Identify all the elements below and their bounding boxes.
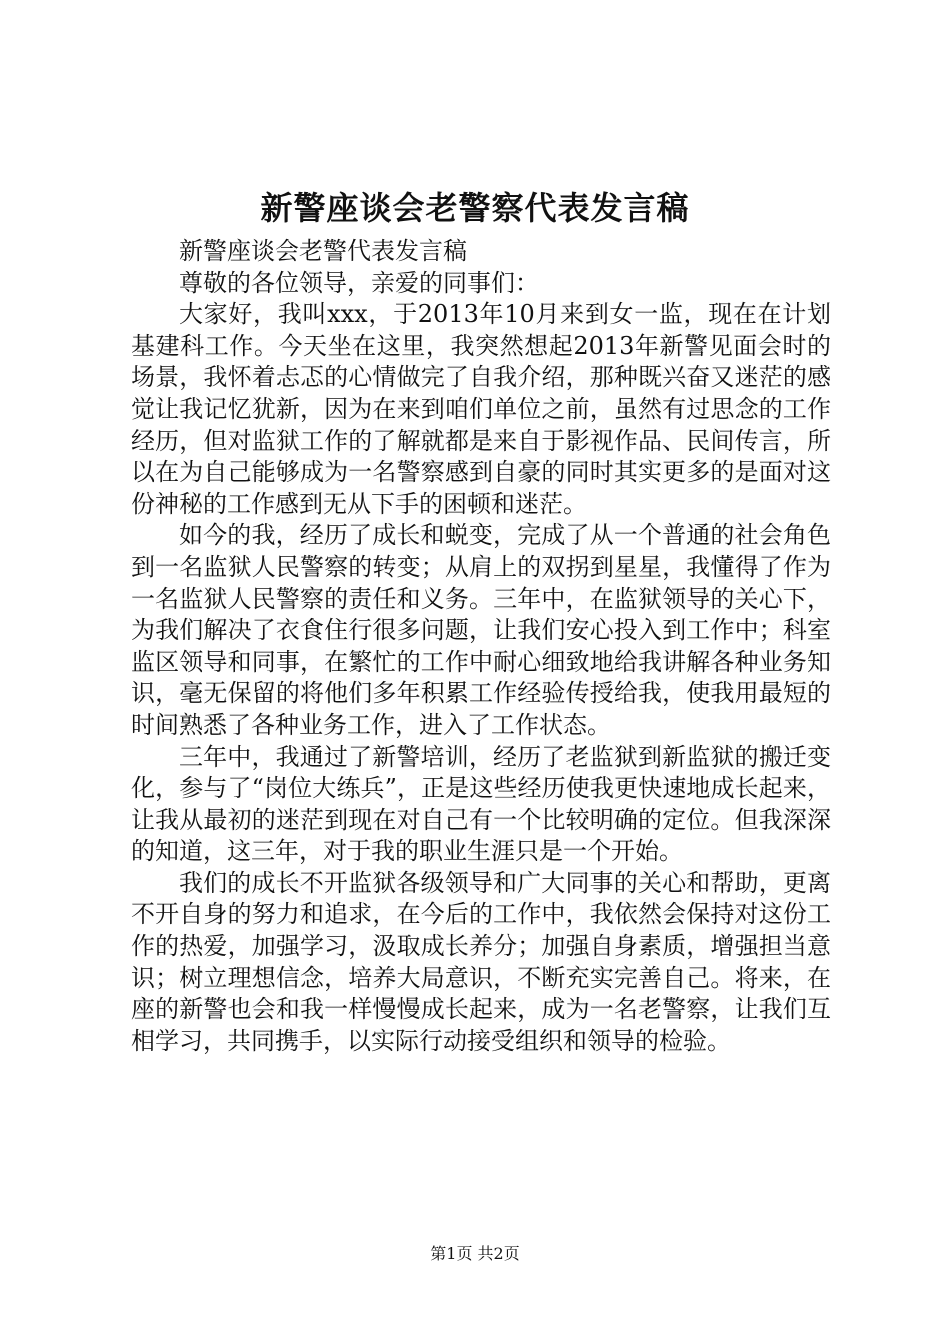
body-paragraph: 我们的成长不开监狱各级领导和广大同事的关心和帮助，更离不开自身的努力和追求，在今后的工作中，我依然会保持对这份工作的热爱，加强学习，汲取成长养分；加强自身素质，增强担当意识；树立理想信念，培养大局意识，不断充实完善自己。将来，在座的新警也会和我一样慢慢成长起来，成为一名老警察，让我们互相学习，共同携手，以实际行动接受组织和领导的检验。 bbox=[131, 868, 831, 1055]
page-footer: 第1页 共2页 bbox=[430, 1244, 520, 1263]
body-paragraph: 如今的我，经历了成长和蜕变，完成了从一个普通的社会角色到一名监狱人民警察的转变；从肩上的双拐到星星，我懂得了作为一名监狱人民警察的责任和义务。三年中，在监狱领导的关心下，为我们解决了衣食住行很多问题，让我们安心投入到工作中；科室监区领导和同事，在繁忙的工作中耐心细致地给我讲解各种业务知识，毫无保留的将他们多年积累工作经验传授给我，使我用最短的时间熟悉了各种业务工作，进入了工作状态。 bbox=[131, 521, 831, 739]
document-body bbox=[131, 236, 831, 1057]
body-paragraph: 大家好，我叫xxx，于2013年10月来到女一监，现在在计划基建科工作。今天坐在这里，我突然想起2013年新警见面会时的场景，我怀着忐忑的心情做完了自我介绍，那种既兴奋又迷茫的感觉让我记忆犹新，因为在来到咱们单位之前，虽然有过思念的工作经历，但对监狱工作的了解就都是来自于影视作品、民间传言，所以在为自己能够成为一名警察感到自豪的同时其实更多的是面对这份神秘的工作感到无从下手的困顿和迷茫。 bbox=[131, 300, 831, 518]
salutation-paragraph: 尊敬的各位领导，亲爱的同事们： bbox=[179, 268, 539, 297]
subtitle-paragraph: 新警座谈会老警代表发言稿 bbox=[179, 237, 467, 265]
body-paragraph: 三年中，我通过了新警培训，经历了老监狱到新监狱的搬迁变化，参与了“岗位大练兵”，正是这些经历使我更快速地成长起来，让我从最初的迷茫到现在对自己有一个比较明确的定位。但我深深的知道，这三年，对于我的职业生涯只是一个开始。 bbox=[131, 742, 831, 866]
document-title: 新警座谈会老警察代表发言稿 bbox=[260, 189, 690, 227]
